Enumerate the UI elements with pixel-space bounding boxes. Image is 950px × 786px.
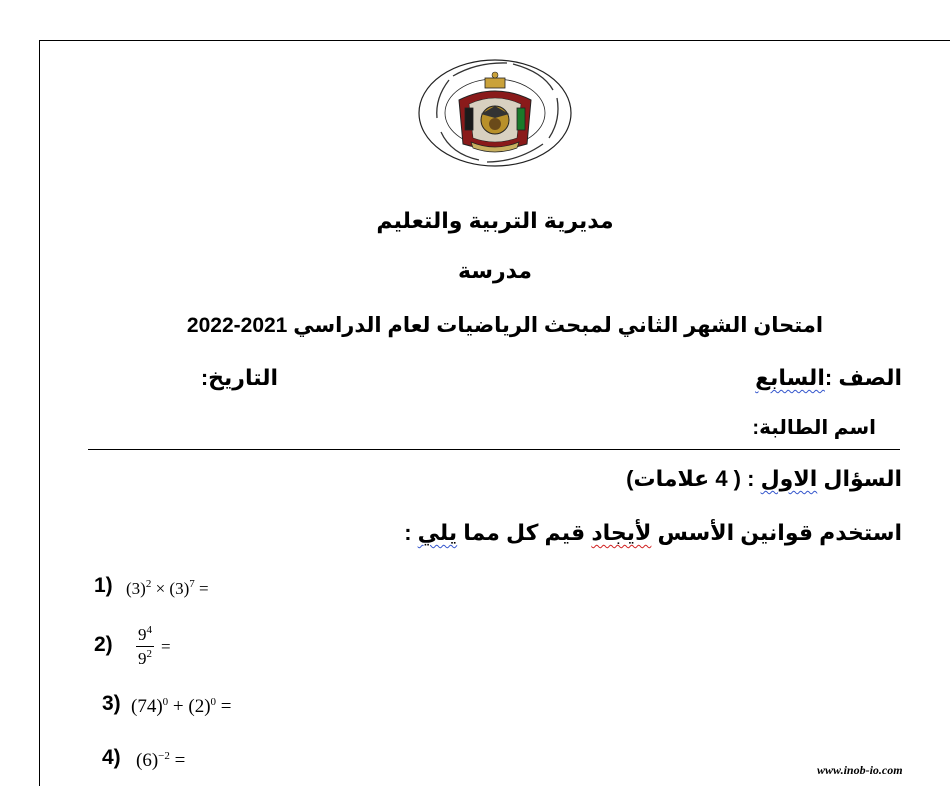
instruction-word: لأيجاد <box>591 520 652 545</box>
i2-eq: = <box>161 637 171 656</box>
grade-field <box>755 365 902 391</box>
school-label: مدرسة <box>458 258 532 283</box>
i3-exp2: 0 <box>210 696 217 708</box>
student-name-label: اسم الطالبة: <box>752 417 876 439</box>
i2-numerator <box>136 624 154 647</box>
grade-value: السابع <box>755 365 825 390</box>
question-instruction <box>404 520 902 546</box>
i1-exp2: 7 <box>189 578 195 590</box>
page-border-left <box>39 40 40 786</box>
i4-base1: (6) <box>136 750 159 771</box>
instruction-word2: يلي <box>417 520 458 545</box>
i1-exp1: 2 <box>145 578 152 590</box>
question-title-word: الاول <box>760 466 818 491</box>
i3-base2: (2) <box>188 696 211 717</box>
item-number-1: 1) <box>94 574 113 597</box>
i2-denominator <box>136 647 154 669</box>
item-number-4: 4) <box>102 746 121 769</box>
item-3-expression <box>131 696 232 718</box>
instruction-part2: قيم كل مما <box>457 520 592 545</box>
instruction-end: : <box>404 520 418 545</box>
i3-eq: = <box>216 696 232 717</box>
i2-num-base: 9 <box>138 625 147 644</box>
directorate-title: مديرية التربية والتعليم <box>376 208 614 233</box>
item-number-3: 3) <box>102 692 121 715</box>
i3-op: + <box>168 696 189 717</box>
i2-den-base: 9 <box>138 649 147 668</box>
i1-base1: (3) <box>126 579 146 598</box>
grade-label: الصف : <box>824 365 902 390</box>
item-1-expression <box>126 578 209 599</box>
question-title-colon: : <box>741 466 761 491</box>
question-title-prefix: السؤال <box>817 466 902 491</box>
item-number-2: 2) <box>94 633 113 656</box>
website-footer: www.inob-io.com <box>817 763 903 777</box>
divider <box>88 449 900 450</box>
i1-base2: (3) <box>169 579 190 598</box>
i4-exp1: −2 <box>158 750 170 762</box>
i2-num-exp: 4 <box>146 624 152 636</box>
i2-den-exp: 2 <box>146 648 152 660</box>
i1-op: × <box>151 579 170 598</box>
i1-eq: = <box>194 579 209 598</box>
ministry-emblem-icon <box>417 58 573 168</box>
item-4-expression <box>136 750 185 772</box>
question-marks: ( 4 علامات) <box>626 466 742 491</box>
question-title <box>626 466 902 492</box>
i4-eq: = <box>169 750 186 771</box>
page-border-top <box>39 40 950 41</box>
i3-exp1: 0 <box>162 696 169 708</box>
i3-base1: (74) <box>131 696 163 717</box>
instruction-part1: استخدم قوانين الأسس <box>651 520 902 545</box>
exam-title: امتحان الشهر الثاني لمبحث الرياضيات لعام الدراسي 2021-2022 <box>186 314 824 337</box>
item-2-fraction <box>136 624 154 669</box>
date-label: التاريخ: <box>200 365 278 390</box>
